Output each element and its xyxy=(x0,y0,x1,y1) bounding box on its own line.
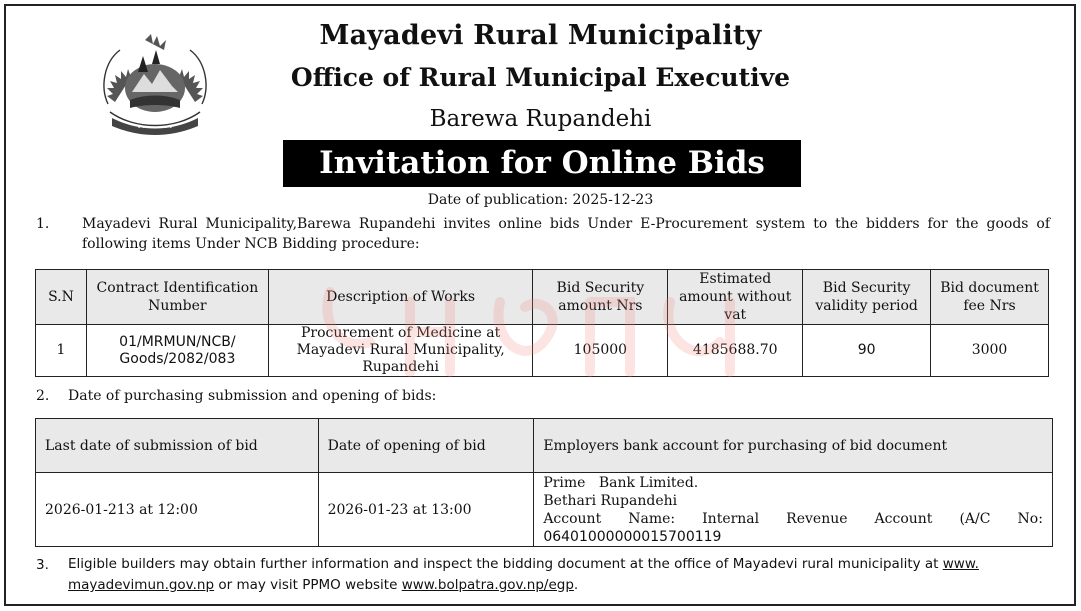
account-word: No: xyxy=(1017,510,1043,527)
section-2-text: Date of purchasing submission and opening of bids: xyxy=(68,388,437,404)
bank-branch: Bethari Rupandehi xyxy=(543,492,678,509)
publication-date: Date of publication: 2025-12-23 xyxy=(427,192,654,208)
cell-estimated-amount: 4185688.70 xyxy=(668,325,803,377)
cell-validity-period: 90 xyxy=(803,325,931,377)
header-bid-security: Bid Security amount Nrs xyxy=(533,270,668,325)
office-location: Barewa Rupandehi xyxy=(429,106,652,132)
header-document-fee: Bid document fee Nrs xyxy=(931,270,1049,325)
header-sn: S.N xyxy=(36,270,87,325)
header-validity-period: Bid Security validity period xyxy=(803,270,931,325)
table-row xyxy=(36,473,1053,547)
cell-opening-date: 2026-01-23 at 13:00 xyxy=(318,473,534,547)
table-header-row xyxy=(36,270,1049,325)
bid-dates-table xyxy=(35,418,1053,547)
section-3-text-b: or may visit PPMO website xyxy=(214,577,402,593)
header-estimated-amount: Estimated amount without vat xyxy=(668,270,803,325)
cell-sn: 1 xyxy=(36,325,87,377)
municipality-website-link[interactable]: www. mayadevimun.gov.np xyxy=(68,556,979,593)
account-name-line xyxy=(543,510,1043,528)
bid-items-table xyxy=(35,269,1049,377)
cell-last-date: 2026-01-213 at 12:00 xyxy=(36,473,319,547)
section-3-text-c: . xyxy=(573,577,579,593)
section-3-number: 3. xyxy=(36,557,49,573)
cell-description: Procurement of Medicine at Mayadevi Rural Municipality, Rupandehi xyxy=(268,325,533,377)
header-opening-date: Date of opening of bid xyxy=(318,419,534,473)
svg-text:• • • • • • • •: • • • • • • • • xyxy=(137,125,173,131)
cell-contract-id: 01/MRMUN/NCB/ Goods/2082/083 xyxy=(86,325,268,377)
section-3-text xyxy=(68,554,1008,596)
account-word: Internal xyxy=(702,510,760,527)
section-2-number: 2. xyxy=(36,388,50,404)
account-word: Account xyxy=(543,510,602,527)
section-3-text-a: Eligible builders may obtain further information and inspect the bidding document at the office of Mayadevi rural municipality at xyxy=(68,556,943,572)
section-1-text: Mayadevi Rural Municipality,Barewa Rupandehi invites online bids Under E-Procurement system to the bidders for the goods of following items Under NCB Bidding procedure: xyxy=(82,216,1050,252)
account-word: Revenue xyxy=(786,510,848,527)
municipality-name: Mayadevi Rural Municipality xyxy=(319,20,762,51)
account-number: 06401000000015700119 xyxy=(543,528,722,545)
office-name: Office of Rural Municipal Executive xyxy=(290,63,791,92)
header-bank-account: Employers bank account for purchasing of bid document xyxy=(534,419,1053,473)
ppmo-website-link[interactable]: www.bolpatra.gov.np/egp xyxy=(401,577,574,593)
account-word: Name: xyxy=(628,510,676,527)
header-last-date: Last date of submission of bid xyxy=(36,419,319,473)
table-row xyxy=(36,325,1049,377)
section-1-number: 1. xyxy=(36,216,50,232)
header-description: Description of Works xyxy=(268,270,533,325)
notice-title-banner: Invitation for Online Bids xyxy=(283,140,801,187)
header-contract-id: Contract Identification Number xyxy=(86,270,268,325)
account-word: Account xyxy=(874,510,933,527)
cell-document-fee: 3000 xyxy=(931,325,1049,377)
table-header-row xyxy=(36,419,1053,473)
cell-bank-details xyxy=(534,473,1053,547)
bank-name: Prime Bank Limited. xyxy=(543,474,699,491)
account-word: (A/C xyxy=(959,510,991,527)
cell-bid-security: 105000 xyxy=(533,325,668,377)
